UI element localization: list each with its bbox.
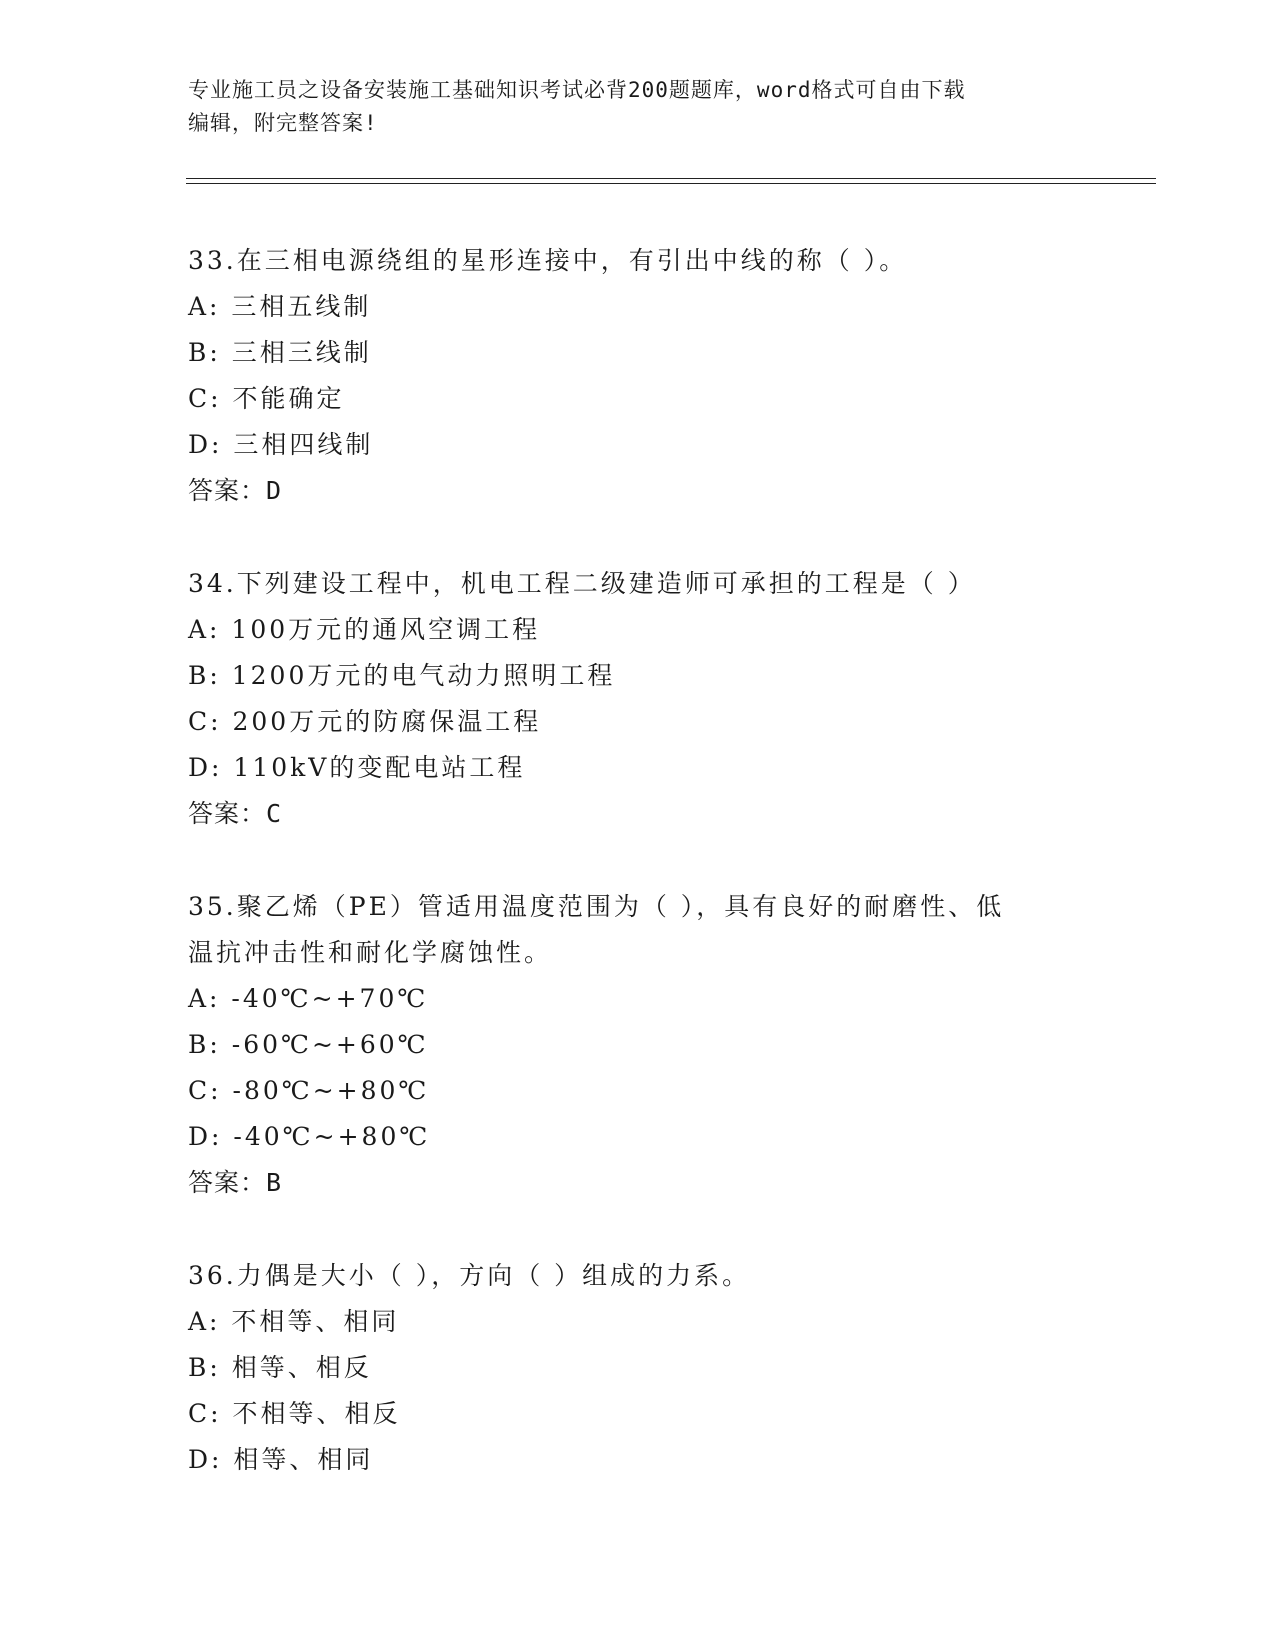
option-c: C: 不能确定 — [188, 384, 345, 413]
answer-label: 答案：B — [188, 1168, 283, 1197]
option-a: A: 不相等、相同 — [188, 1307, 400, 1336]
header-divider-bottom — [186, 183, 1156, 184]
option-d: D: 相等、相同 — [188, 1445, 374, 1474]
option-b: B: 1200万元的电气动力照明工程 — [188, 661, 616, 690]
option-c: C: 200万元的防腐保温工程 — [188, 707, 542, 736]
document-title — [188, 74, 1088, 140]
document-title-line-1: 专业施工员之设备安装施工基础知识考试必背200题题库，word格式可自由下载 — [188, 78, 966, 102]
question-stem: 36.力偶是大小（ ），方向（ ）组成的力系。 — [188, 1261, 751, 1290]
question-35 — [188, 884, 1138, 1206]
option-b: B: -60℃~+60℃ — [188, 1030, 429, 1059]
option-b: B: 相等、相反 — [188, 1353, 372, 1382]
option-d: D: -40℃~+80℃ — [188, 1122, 431, 1151]
option-a: A: -40℃~+70℃ — [188, 984, 429, 1013]
question-stem: 33.在三相电源绕组的星形连接中，有引出中线的称（ ）。 — [188, 246, 908, 275]
question-34 — [188, 561, 1138, 837]
option-c: C: 不相等、相反 — [188, 1399, 401, 1428]
question-stem: 34.下列建设工程中，机电工程二级建造师可承担的工程是（ ） — [188, 569, 976, 598]
option-b: B: 三相三线制 — [188, 338, 372, 367]
answer-label: 答案：C — [188, 799, 283, 828]
option-d: D: 三相四线制 — [188, 430, 374, 459]
answer-label: 答案：D — [188, 476, 283, 505]
question-36 — [188, 1253, 1138, 1483]
option-a: A: 三相五线制 — [188, 292, 372, 321]
question-list — [188, 238, 1138, 1530]
question-33 — [188, 238, 1138, 514]
option-c: C: -80℃~+80℃ — [188, 1076, 430, 1105]
header-divider-top — [186, 178, 1156, 179]
document-title-line-2: 编辑，附完整答案! — [188, 111, 378, 135]
option-d: D: 110kV的变配电站工程 — [188, 753, 526, 782]
question-stem: 35.聚乙烯（PE）管适用温度范围为（ ），具有良好的耐磨性、低温抗冲击性和耐化学腐蚀性。 — [188, 892, 1005, 967]
option-a: A: 100万元的通风空调工程 — [188, 615, 541, 644]
